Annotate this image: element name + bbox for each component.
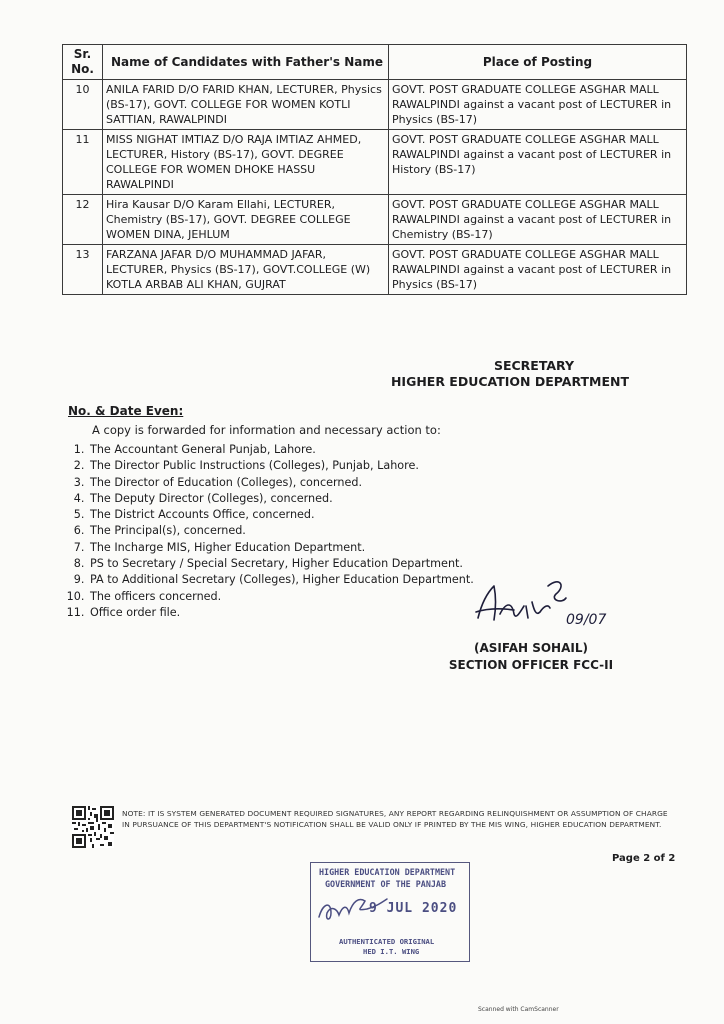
table-row: [63, 245, 687, 295]
row-place: GOVT. POST GRADUATE COLLEGE ASGHAR MALL RAWALPINDI against a vacant post of LECTURER in History (BS-17): [389, 130, 687, 195]
list-item: 5. The District Accounts Office, concerned.: [88, 507, 608, 523]
list-item: 11. Office order file.: [88, 605, 608, 621]
list-item: 2. The Director Public Instructions (Colleges), Punjab, Lahore.: [88, 458, 608, 474]
row-sr-no: 12: [63, 195, 103, 245]
stamp-date: 9 JUL 2020: [369, 901, 458, 916]
stamp-government: GOVERNMENT OF THE PANJAB: [325, 879, 447, 889]
secretary-block: [360, 358, 660, 390]
page-number: Page 2 of 2: [612, 853, 676, 864]
table-row: [63, 195, 687, 245]
list-item: 4. The Deputy Director (Colleges), concerned.: [88, 491, 608, 507]
header-candidate-name: Name of Candidates with Father's Name: [103, 45, 389, 80]
signature-date: 09/07: [566, 612, 607, 628]
row-sr-no: 11: [63, 130, 103, 195]
row-place: GOVT. POST GRADUATE COLLEGE ASGHAR MALL RAWALPINDI against a vacant post of LECTURER in Physics (BS-17): [389, 245, 687, 295]
list-item: 1. The Accountant General Punjab, Lahore.: [88, 442, 608, 458]
stamp-wing: HED I.T. WING: [363, 947, 420, 956]
row-candidate: MISS NIGHAT IMTIAZ D/O RAJA IMTIAZ AHMED, LECTURER, History (BS-17), GOVT. DEGREE COLLEGE FOR WOMEN DHOKE HASSU RAWALPINDI: [103, 130, 389, 195]
system-note: NOTE: IT IS SYSTEM GENERATED DOCUMENT REQUIRED SIGNATURES, ANY REPORT REGARDING RELINQUISHMENT OR ASSUMPTION OF CHARGE IN PURSUANCE OF THIS DEPARTMENT'S NOTIFICATION SHALL BE VALID ONLY IF PRINTED BY THE MIS WING, HIGHER EDUCATION DEPARTMENT.: [122, 809, 668, 829]
row-place: GOVT. POST GRADUATE COLLEGE ASGHAR MALL RAWALPINDI against a vacant post of LECTURER in Physics (BS-17): [389, 80, 687, 130]
authentication-stamp: [310, 862, 470, 962]
no-date-even-label: No. & Date Even:: [68, 404, 184, 418]
department-name: HIGHER EDUCATION DEPARTMENT: [390, 374, 630, 389]
table-row: [63, 80, 687, 130]
signatory-block: [426, 640, 636, 674]
row-candidate: Hira Kausar D/O Karam Ellahi, LECTURER, Chemistry (BS-17), GOVT. DEGREE COLLEGE WOMEN DINA, JEHLUM: [103, 195, 389, 245]
stamp-authenticated: AUTHENTICATED ORIGINAL: [339, 937, 435, 946]
scanner-watermark: Scanned with CamScanner: [478, 1006, 559, 1013]
row-candidate: FARZANA JAFAR D/O MUHAMMAD JAFAR, LECTURER, Physics (BS-17), GOVT.COLLEGE (W) KOTLA ARBAB ALI KHAN, GUJRAT: [103, 245, 389, 295]
table-row: [63, 130, 687, 195]
secretary-title: SECRETARY: [493, 358, 575, 373]
row-candidate: ANILA FARID D/O FARID KHAN, LECTURER, Physics (BS-17), GOVT. COLLEGE FOR WOMEN KOTLI SATTIAN, RAWALPINDI: [103, 80, 389, 130]
qr-code-icon: [72, 806, 114, 848]
table-header-row: [63, 45, 687, 80]
header-place-of-posting: Place of Posting: [389, 45, 687, 80]
stamp-department: HIGHER EDUCATION DEPARTMENT: [319, 867, 456, 877]
row-sr-no: 13: [63, 245, 103, 295]
list-item: 8. PS to Secretary / Special Secretary, Higher Education Department.: [88, 556, 608, 572]
row-place: GOVT. POST GRADUATE COLLEGE ASGHAR MALL RAWALPINDI against a vacant post of LECTURER in Chemistry (BS-17): [389, 195, 687, 245]
list-item: 9. PA to Additional Secretary (Colleges), Higher Education Department.: [88, 572, 608, 588]
row-sr-no: 10: [63, 80, 103, 130]
signatory-designation: SECTION OFFICER FCC-II: [448, 658, 614, 672]
header-sr-no: Sr. No.: [63, 45, 103, 80]
list-item: 3. The Director of Education (Colleges), concerned.: [88, 475, 608, 491]
postings-table: [62, 44, 687, 295]
handwritten-signature: [470, 572, 630, 642]
copy-forwarded-intro: A copy is forwarded for information and necessary action to:: [92, 423, 441, 437]
list-item: 7. The Incharge MIS, Higher Education Department.: [88, 540, 608, 556]
list-item: 10. The officers concerned.: [88, 589, 608, 605]
signatory-name: (ASIFAH SOHAIL): [474, 641, 588, 655]
list-item: 6. The Principal(s), concerned.: [88, 523, 608, 539]
